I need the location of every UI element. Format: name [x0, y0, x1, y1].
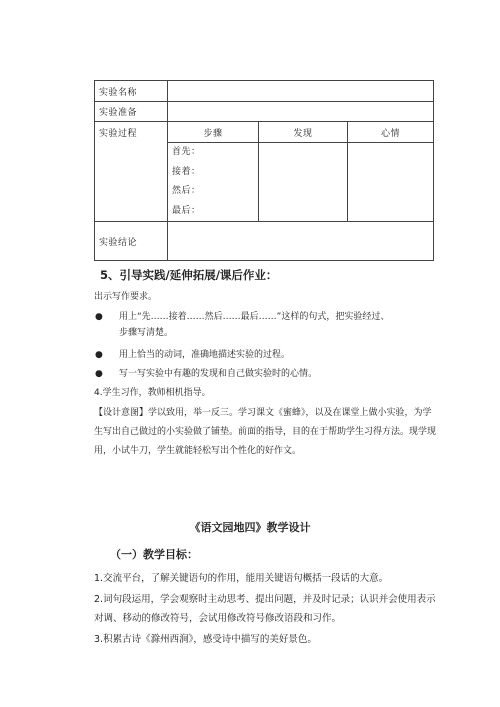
- goal-item-1: 1.交流平台，了解关键语句的作用，能用关键语句概括一段话的大意。: [94, 573, 389, 584]
- bullet-text-1: 用上“先……接着……然后……最后……”这样的句式，把实验经过、: [119, 312, 390, 322]
- mood-cell: [348, 143, 434, 222]
- section5-heading: 5、引导实践/延伸拓展/课后作业：: [100, 268, 278, 282]
- bullet-item-1: [94, 309, 444, 325]
- design-intent-paragraph: 【设计意图】学以致用，举一反三。学习课文《蜜蜂》，以及在课堂上做小实验，为学生写出自己做过的小实验做了铺垫。前面的指导，目的在于帮助学生习得方法。现学现用，小试牛刀，学生就能轻松写出个性化的好作文。: [94, 408, 437, 456]
- header-findings: 发现: [259, 122, 348, 143]
- step-next: 接着：: [172, 166, 201, 177]
- experiment-name-cell: [168, 81, 434, 102]
- experiment-conclusion-cell: [168, 222, 434, 261]
- experiment-name-label: 实验名称: [95, 81, 168, 102]
- bullet-item-1-cont: [94, 325, 444, 341]
- goals-heading: （一）教学目标：: [110, 548, 198, 561]
- experiment-prep-label: 实验准备: [95, 102, 168, 122]
- bullet-icon: ●: [95, 369, 103, 379]
- step-last: 最后：: [172, 205, 201, 216]
- experiment-prep-cell: [168, 102, 434, 122]
- table-row-name: [95, 81, 434, 102]
- bullet-text-3: 写一写实验中有趣的发现和自己做实验时的心情。: [119, 369, 318, 379]
- table-row-prep: [95, 102, 434, 122]
- steps-cell: [168, 143, 259, 222]
- bullet-icon: ●: [95, 350, 103, 360]
- step-first: 首先：: [172, 147, 201, 157]
- bullet-icon: ●: [95, 312, 103, 322]
- table-row-header: [95, 122, 434, 143]
- bullet-item-3: [94, 366, 444, 382]
- goal-item-2: 2.词句段运用，学会观察时主动思考、提出问题，并及时记录；认识并会使用表示对调、移动的修改符号，会试用修改符号修改语段和习作。: [94, 594, 436, 624]
- bullet-text-1-cont: 步骤写清楚。: [119, 328, 174, 338]
- experiment-process-label: 实验过程: [95, 122, 168, 222]
- experiment-conclusion-label: 实验结论: [95, 222, 168, 261]
- section5-item4: 4.学生习作，教师相机指导。: [94, 388, 211, 398]
- section5-intro: 出示写作要求。: [94, 292, 158, 302]
- lesson-title: 《语文园地四》教学设计: [189, 521, 311, 534]
- table-row-conclusion: [95, 222, 434, 261]
- bullet-text-2: 用上恰当的动词，准确地描述实验的过程。: [119, 350, 291, 360]
- bullet-item-2: [94, 347, 444, 363]
- header-mood: 心情: [348, 122, 434, 143]
- goal-item-3: 3.积累古诗《滁州西涧》，感受诗中描写的美好景色。: [94, 634, 317, 645]
- step-then: 然后：: [172, 186, 201, 196]
- experiment-table: [94, 80, 434, 261]
- header-steps: 步骤: [168, 122, 259, 143]
- findings-cell: [259, 143, 348, 222]
